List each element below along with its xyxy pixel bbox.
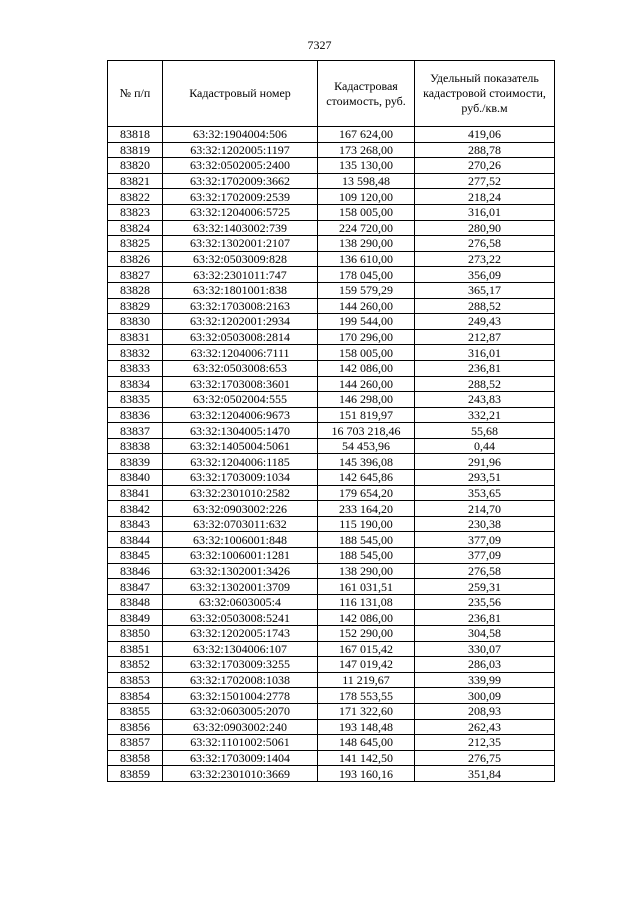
row-number-cell: 83826 bbox=[108, 251, 163, 267]
table-row bbox=[108, 610, 555, 626]
specific-value-cell: 288,52 bbox=[415, 298, 555, 314]
cadastral-value-cell: 167 015,42 bbox=[318, 641, 415, 657]
row-number-cell: 83848 bbox=[108, 594, 163, 610]
specific-value-cell: 286,03 bbox=[415, 657, 555, 673]
row-number-cell: 83844 bbox=[108, 532, 163, 548]
table-row bbox=[108, 485, 555, 501]
table-row bbox=[108, 438, 555, 454]
table-row bbox=[108, 532, 555, 548]
specific-value-cell: 249,43 bbox=[415, 314, 555, 330]
cadastral-value-cell: 115 190,00 bbox=[318, 516, 415, 532]
cadastral-number-cell: 63:32:1202001:2934 bbox=[163, 314, 318, 330]
row-number-cell: 83854 bbox=[108, 688, 163, 704]
row-number-cell: 83843 bbox=[108, 516, 163, 532]
row-number-cell: 83850 bbox=[108, 626, 163, 642]
cadastral-number-cell: 63:32:1703009:3255 bbox=[163, 657, 318, 673]
cadastral-value-cell: 146 298,00 bbox=[318, 392, 415, 408]
specific-value-cell: 235,56 bbox=[415, 594, 555, 610]
table-row bbox=[108, 516, 555, 532]
table-row bbox=[108, 548, 555, 564]
table-row bbox=[108, 719, 555, 735]
table-row bbox=[108, 579, 555, 595]
cadastral-value-cell: 158 005,00 bbox=[318, 345, 415, 361]
table-row bbox=[108, 641, 555, 657]
cadastral-number-cell: 63:32:1006001:848 bbox=[163, 532, 318, 548]
specific-value-cell: 218,24 bbox=[415, 189, 555, 205]
specific-value-cell: 280,90 bbox=[415, 220, 555, 236]
row-number-cell: 83856 bbox=[108, 719, 163, 735]
cadastral-number-cell: 63:32:1204006:5725 bbox=[163, 204, 318, 220]
table-row bbox=[108, 750, 555, 766]
specific-value-cell: 276,58 bbox=[415, 236, 555, 252]
table-row bbox=[108, 360, 555, 376]
table-row bbox=[108, 282, 555, 298]
cadastral-number-cell: 63:32:0503008:5241 bbox=[163, 610, 318, 626]
table-row bbox=[108, 251, 555, 267]
cadastral-value-cell: 138 290,00 bbox=[318, 236, 415, 252]
specific-value-cell: 276,58 bbox=[415, 563, 555, 579]
cadastral-value-cell: 16 703 218,46 bbox=[318, 423, 415, 439]
table-row bbox=[108, 470, 555, 486]
row-number-cell: 83859 bbox=[108, 766, 163, 782]
row-number-cell: 83840 bbox=[108, 470, 163, 486]
row-number-cell: 83824 bbox=[108, 220, 163, 236]
cadastral-number-cell: 63:32:1202005:1743 bbox=[163, 626, 318, 642]
cadastral-number-cell: 63:32:0603005:4 bbox=[163, 594, 318, 610]
cadastral-number-cell: 63:32:0703011:632 bbox=[163, 516, 318, 532]
specific-value-cell: 377,09 bbox=[415, 548, 555, 564]
row-number-cell: 83838 bbox=[108, 438, 163, 454]
table-body bbox=[108, 127, 555, 782]
specific-value-cell: 377,09 bbox=[415, 532, 555, 548]
row-number-cell: 83847 bbox=[108, 579, 163, 595]
table-row bbox=[108, 127, 555, 143]
row-number-cell: 83830 bbox=[108, 314, 163, 330]
cadastral-value-cell: 136 610,00 bbox=[318, 251, 415, 267]
table-header-row bbox=[108, 61, 555, 127]
table-row bbox=[108, 423, 555, 439]
table-row bbox=[108, 688, 555, 704]
specific-value-cell: 212,87 bbox=[415, 329, 555, 345]
specific-value-cell: 230,38 bbox=[415, 516, 555, 532]
cadastral-value-cell: 54 453,96 bbox=[318, 438, 415, 454]
cadastral-number-cell: 63:32:0503008:2814 bbox=[163, 329, 318, 345]
table-row bbox=[108, 735, 555, 751]
table-row bbox=[108, 392, 555, 408]
cadastral-value-cell: 142 645,86 bbox=[318, 470, 415, 486]
row-number-cell: 83839 bbox=[108, 454, 163, 470]
cadastral-value-cell: 145 396,08 bbox=[318, 454, 415, 470]
table-row bbox=[108, 766, 555, 782]
table-row bbox=[108, 142, 555, 158]
table-row bbox=[108, 220, 555, 236]
cadastral-number-cell: 63:32:1703008:3601 bbox=[163, 376, 318, 392]
cadastral-value-cell: 11 219,67 bbox=[318, 672, 415, 688]
header-cadastral-value: Кадастровая стоимость, руб. bbox=[318, 61, 415, 127]
specific-value-cell: 212,35 bbox=[415, 735, 555, 751]
table-row bbox=[108, 329, 555, 345]
specific-value-cell: 353,65 bbox=[415, 485, 555, 501]
cadastral-value-cell: 193 160,16 bbox=[318, 766, 415, 782]
cadastral-value-cell: 178 553,55 bbox=[318, 688, 415, 704]
table-row bbox=[108, 173, 555, 189]
cadastral-number-cell: 63:32:1006001:1281 bbox=[163, 548, 318, 564]
cadastral-value-cell: 171 322,60 bbox=[318, 703, 415, 719]
cadastral-number-cell: 63:32:2301010:2582 bbox=[163, 485, 318, 501]
cadastral-value-cell: 178 045,00 bbox=[318, 267, 415, 283]
cadastral-value-cell: 233 164,20 bbox=[318, 501, 415, 517]
row-number-cell: 83853 bbox=[108, 672, 163, 688]
specific-value-cell: 332,21 bbox=[415, 407, 555, 423]
cadastral-number-cell: 63:32:0903002:226 bbox=[163, 501, 318, 517]
cadastral-number-cell: 63:32:0502004:555 bbox=[163, 392, 318, 408]
specific-value-cell: 273,22 bbox=[415, 251, 555, 267]
cadastral-number-cell: 63:32:0503008:653 bbox=[163, 360, 318, 376]
row-number-cell: 83849 bbox=[108, 610, 163, 626]
cadastral-number-cell: 63:32:1405004:5061 bbox=[163, 438, 318, 454]
cadastral-value-cell: 199 544,00 bbox=[318, 314, 415, 330]
cadastral-value-cell: 167 624,00 bbox=[318, 127, 415, 143]
specific-value-cell: 351,84 bbox=[415, 766, 555, 782]
cadastral-number-cell: 63:32:1904004:506 bbox=[163, 127, 318, 143]
row-number-cell: 83836 bbox=[108, 407, 163, 423]
specific-value-cell: 214,70 bbox=[415, 501, 555, 517]
row-number-cell: 83851 bbox=[108, 641, 163, 657]
cadastral-number-cell: 63:32:1101002:5061 bbox=[163, 735, 318, 751]
cadastral-value-cell: 158 005,00 bbox=[318, 204, 415, 220]
page-number: 7327 bbox=[307, 38, 332, 52]
row-number-cell: 83837 bbox=[108, 423, 163, 439]
row-number-cell: 83822 bbox=[108, 189, 163, 205]
cadastral-value-cell: 193 148,48 bbox=[318, 719, 415, 735]
cadastral-table bbox=[107, 60, 555, 782]
row-number-cell: 83832 bbox=[108, 345, 163, 361]
cadastral-value-cell: 144 260,00 bbox=[318, 298, 415, 314]
table-row bbox=[108, 454, 555, 470]
cadastral-number-cell: 63:32:2301011:747 bbox=[163, 267, 318, 283]
cadastral-value-cell: 173 268,00 bbox=[318, 142, 415, 158]
cadastral-number-cell: 63:32:1702008:1038 bbox=[163, 672, 318, 688]
header-row-number: № п/п bbox=[108, 61, 163, 127]
specific-value-cell: 277,52 bbox=[415, 173, 555, 189]
row-number-cell: 83846 bbox=[108, 563, 163, 579]
table-row bbox=[108, 657, 555, 673]
cadastral-number-cell: 63:32:1703009:1404 bbox=[163, 750, 318, 766]
table-row bbox=[108, 189, 555, 205]
table-row bbox=[108, 563, 555, 579]
cadastral-number-cell: 63:32:1204006:1185 bbox=[163, 454, 318, 470]
table-row bbox=[108, 407, 555, 423]
cadastral-number-cell: 63:32:1302001:3426 bbox=[163, 563, 318, 579]
row-number-cell: 83819 bbox=[108, 142, 163, 158]
cadastral-value-cell: 141 142,50 bbox=[318, 750, 415, 766]
table-row bbox=[108, 204, 555, 220]
specific-value-cell: 316,01 bbox=[415, 345, 555, 361]
row-number-cell: 83857 bbox=[108, 735, 163, 751]
cadastral-number-cell: 63:32:1703008:2163 bbox=[163, 298, 318, 314]
table-row bbox=[108, 703, 555, 719]
row-number-cell: 83821 bbox=[108, 173, 163, 189]
row-number-cell: 83852 bbox=[108, 657, 163, 673]
specific-value-cell: 270,26 bbox=[415, 158, 555, 174]
cadastral-value-cell: 142 086,00 bbox=[318, 610, 415, 626]
specific-value-cell: 339,99 bbox=[415, 672, 555, 688]
row-number-cell: 83834 bbox=[108, 376, 163, 392]
row-number-cell: 83827 bbox=[108, 267, 163, 283]
cadastral-number-cell: 63:32:2301010:3669 bbox=[163, 766, 318, 782]
row-number-cell: 83828 bbox=[108, 282, 163, 298]
specific-value-cell: 288,78 bbox=[415, 142, 555, 158]
specific-value-cell: 55,68 bbox=[415, 423, 555, 439]
cadastral-value-cell: 147 019,42 bbox=[318, 657, 415, 673]
specific-value-cell: 365,17 bbox=[415, 282, 555, 298]
cadastral-value-cell: 170 296,00 bbox=[318, 329, 415, 345]
table-row bbox=[108, 501, 555, 517]
specific-value-cell: 293,51 bbox=[415, 470, 555, 486]
specific-value-cell: 356,09 bbox=[415, 267, 555, 283]
cadastral-value-cell: 159 579,29 bbox=[318, 282, 415, 298]
cadastral-number-cell: 63:32:0503009:828 bbox=[163, 251, 318, 267]
cadastral-number-cell: 63:32:1304005:1470 bbox=[163, 423, 318, 439]
specific-value-cell: 304,58 bbox=[415, 626, 555, 642]
cadastral-value-cell: 151 819,97 bbox=[318, 407, 415, 423]
cadastral-number-cell: 63:32:1703009:1034 bbox=[163, 470, 318, 486]
cadastral-value-cell: 135 130,00 bbox=[318, 158, 415, 174]
table-row bbox=[108, 345, 555, 361]
cadastral-value-cell: 144 260,00 bbox=[318, 376, 415, 392]
row-number-cell: 83818 bbox=[108, 127, 163, 143]
cadastral-value-cell: 179 654,20 bbox=[318, 485, 415, 501]
cadastral-value-cell: 188 545,00 bbox=[318, 532, 415, 548]
table-row bbox=[108, 626, 555, 642]
specific-value-cell: 208,93 bbox=[415, 703, 555, 719]
specific-value-cell: 330,07 bbox=[415, 641, 555, 657]
cadastral-number-cell: 63:32:0502005:2400 bbox=[163, 158, 318, 174]
row-number-cell: 83841 bbox=[108, 485, 163, 501]
specific-value-cell: 288,52 bbox=[415, 376, 555, 392]
cadastral-number-cell: 63:32:1801001:838 bbox=[163, 282, 318, 298]
table-row bbox=[108, 672, 555, 688]
row-number-cell: 83829 bbox=[108, 298, 163, 314]
row-number-cell: 83858 bbox=[108, 750, 163, 766]
table-row bbox=[108, 376, 555, 392]
cadastral-number-cell: 63:32:1302001:2107 bbox=[163, 236, 318, 252]
specific-value-cell: 262,43 bbox=[415, 719, 555, 735]
specific-value-cell: 276,75 bbox=[415, 750, 555, 766]
specific-value-cell: 300,09 bbox=[415, 688, 555, 704]
cadastral-value-cell: 188 545,00 bbox=[318, 548, 415, 564]
cadastral-number-cell: 63:32:1302001:3709 bbox=[163, 579, 318, 595]
cadastral-number-cell: 63:32:0903002:240 bbox=[163, 719, 318, 735]
specific-value-cell: 0,44 bbox=[415, 438, 555, 454]
table-row bbox=[108, 267, 555, 283]
cadastral-number-cell: 63:32:1702009:3662 bbox=[163, 173, 318, 189]
row-number-cell: 83820 bbox=[108, 158, 163, 174]
cadastral-value-cell: 13 598,48 bbox=[318, 173, 415, 189]
row-number-cell: 83835 bbox=[108, 392, 163, 408]
specific-value-cell: 291,96 bbox=[415, 454, 555, 470]
cadastral-value-cell: 116 131,08 bbox=[318, 594, 415, 610]
specific-value-cell: 419,06 bbox=[415, 127, 555, 143]
table-row bbox=[108, 158, 555, 174]
specific-value-cell: 236,81 bbox=[415, 360, 555, 376]
cadastral-value-cell: 142 086,00 bbox=[318, 360, 415, 376]
cadastral-value-cell: 148 645,00 bbox=[318, 735, 415, 751]
row-number-cell: 83823 bbox=[108, 204, 163, 220]
table-row bbox=[108, 594, 555, 610]
cadastral-number-cell: 63:32:1204006:9673 bbox=[163, 407, 318, 423]
specific-value-cell: 243,83 bbox=[415, 392, 555, 408]
table-row bbox=[108, 298, 555, 314]
specific-value-cell: 236,81 bbox=[415, 610, 555, 626]
cadastral-value-cell: 138 290,00 bbox=[318, 563, 415, 579]
row-number-cell: 83831 bbox=[108, 329, 163, 345]
cadastral-number-cell: 63:32:0603005:2070 bbox=[163, 703, 318, 719]
specific-value-cell: 259,31 bbox=[415, 579, 555, 595]
header-cadastral-number: Кадастровый номер bbox=[163, 61, 318, 127]
specific-value-cell: 316,01 bbox=[415, 204, 555, 220]
cadastral-value-cell: 152 290,00 bbox=[318, 626, 415, 642]
cadastral-number-cell: 63:32:1202005:1197 bbox=[163, 142, 318, 158]
cadastral-number-cell: 63:32:1702009:2539 bbox=[163, 189, 318, 205]
cadastral-number-cell: 63:32:1501004:2778 bbox=[163, 688, 318, 704]
cadastral-value-cell: 161 031,51 bbox=[318, 579, 415, 595]
row-number-cell: 83855 bbox=[108, 703, 163, 719]
cadastral-number-cell: 63:32:1403002:739 bbox=[163, 220, 318, 236]
cadastral-value-cell: 224 720,00 bbox=[318, 220, 415, 236]
row-number-cell: 83825 bbox=[108, 236, 163, 252]
row-number-cell: 83842 bbox=[108, 501, 163, 517]
cadastral-number-cell: 63:32:1204006:7111 bbox=[163, 345, 318, 361]
cadastral-number-cell: 63:32:1304006:107 bbox=[163, 641, 318, 657]
row-number-cell: 83833 bbox=[108, 360, 163, 376]
table-row bbox=[108, 236, 555, 252]
header-specific-value: Удельный показатель кадастровой стоимости, руб./кв.м bbox=[415, 61, 555, 127]
row-number-cell: 83845 bbox=[108, 548, 163, 564]
table-row bbox=[108, 314, 555, 330]
cadastral-value-cell: 109 120,00 bbox=[318, 189, 415, 205]
